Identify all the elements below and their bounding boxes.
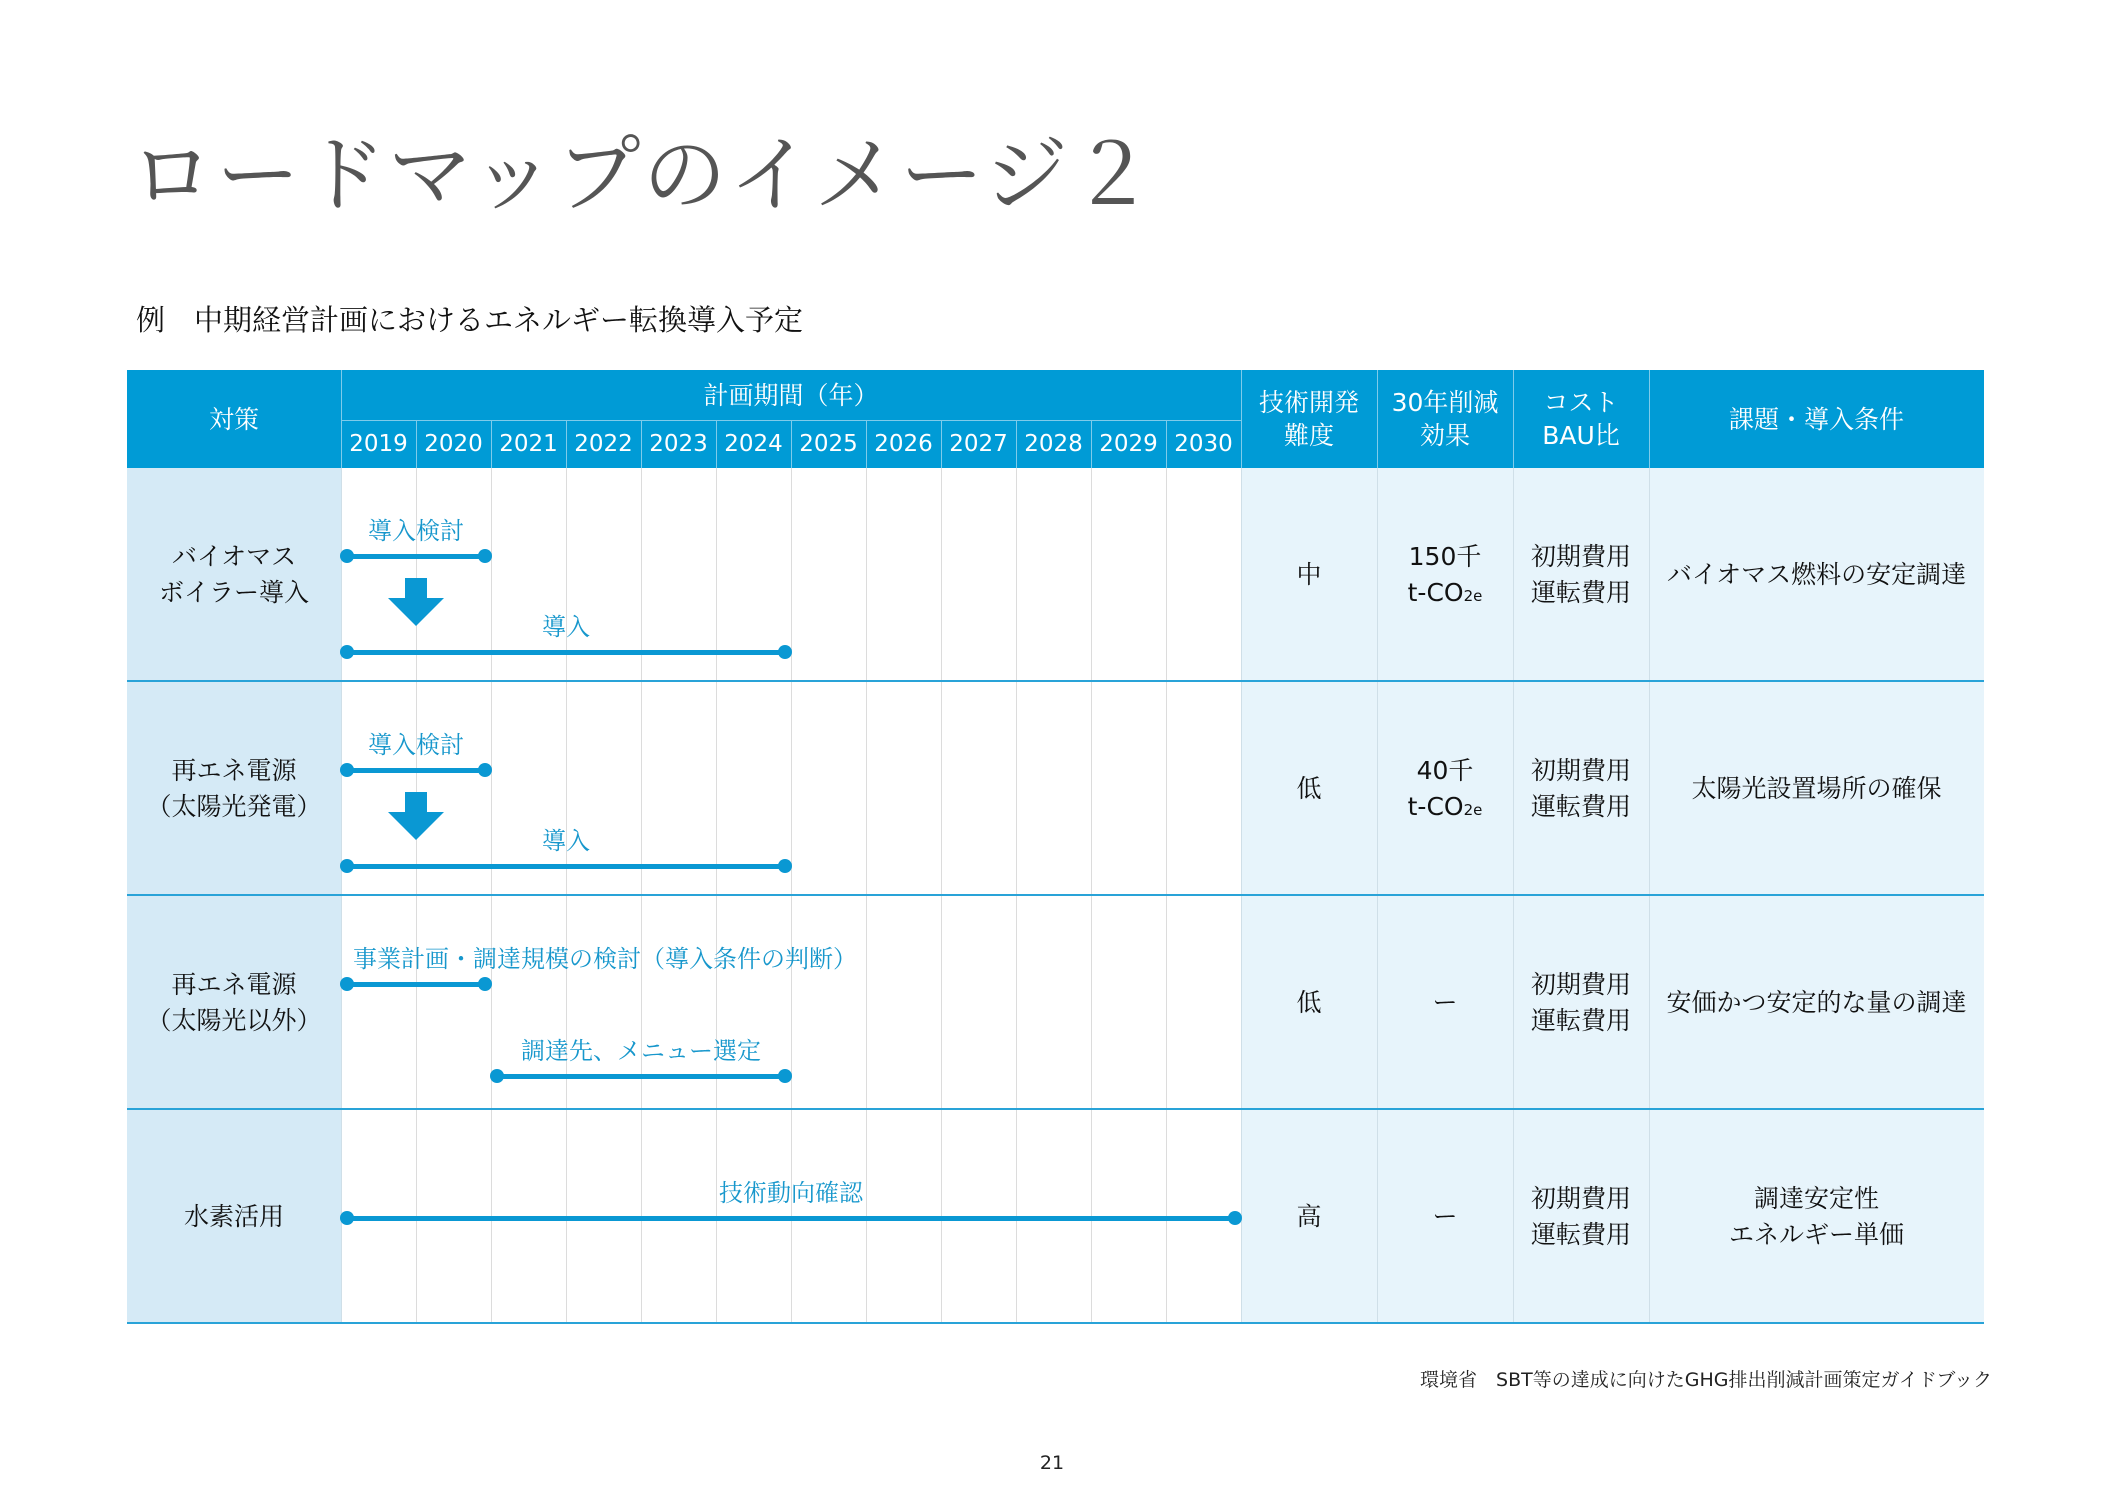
header-divider [716,420,717,468]
header-divider [791,420,792,468]
grid-line [866,682,867,896]
timeline-bar [347,982,485,987]
year-header: 2028 [1024,431,1083,457]
effect-value [1408,539,1483,612]
header-cost: コスト BAU比 [1542,388,1620,450]
grid-line [416,896,417,1110]
timeline-start-dot [340,549,354,563]
row-difficulty: 高 [1296,1201,1322,1231]
effect-main: ー [1432,1201,1458,1231]
header-divider [1649,370,1650,468]
timeline-bar [347,1216,1235,1221]
row-issues: バイオマス燃料の安定調達 [1666,559,1967,589]
row-measure: バイオマス ボイラー導入 [158,541,309,607]
grid-line [1016,468,1017,682]
timeline-start-dot [340,859,354,873]
row-effect [1377,1110,1513,1324]
timeline-end-dot [778,1069,792,1083]
header-divider [866,420,867,468]
grid-line [1016,896,1017,1110]
year-header: 2022 [574,431,633,457]
year-header: 2030 [1174,431,1233,457]
effect-subscript: 2e [1463,587,1483,605]
grid-line [941,682,942,896]
grid-line [941,468,942,682]
timeline-end-dot [778,645,792,659]
header-divider [1377,370,1378,468]
grid-line [1091,468,1092,682]
row-effect [1377,896,1513,1110]
grid-line [1166,896,1167,1110]
page-title: ロードマップのイメージ２ [130,126,1157,224]
header-divider [1091,420,1092,468]
header-divider [1166,420,1167,468]
row-measure: 水素活用 [183,1201,284,1231]
header-divider [1241,370,1242,468]
header-divider [941,420,942,468]
timeline-start-dot [340,763,354,777]
year-header: 2027 [949,431,1008,457]
year-header: 2019 [349,431,408,457]
year-header: 2029 [1099,431,1158,457]
grid-line [1091,682,1092,896]
table-caption: 例 中期経営計画におけるエネルギー転換導入予定 [136,303,804,337]
row-measure: 再エネ電源 （太陽光以外） [146,969,322,1035]
timeline-label: 調達先、メニュー選定 [521,1037,761,1065]
row-difficulty: 低 [1296,773,1322,803]
effect-main: 40千 t-CO [1407,755,1474,821]
year-header: 2024 [724,431,783,457]
timeline-label: 事業計画・調達規模の検討（導入条件の判断） [353,945,857,973]
source-note: 環境省 SBT等の達成に向けたGHG排出削減計画策定ガイドブック [1420,1369,1992,1391]
down-arrow-icon [386,578,446,628]
page-number: 21 [1039,1452,1065,1474]
grid-line [1166,682,1167,896]
column-divider [341,896,342,1110]
effect-subscript: 2e [1463,801,1483,819]
row-cost: 初期費用 運転費用 [1530,755,1631,821]
timeline-label: 導入検討 [368,731,464,759]
year-header: 2025 [799,431,858,457]
row-difficulty: 中 [1296,559,1322,589]
timeline-start-dot [490,1069,504,1083]
timeline-bar [497,1074,785,1079]
row-issues: 太陽光設置場所の確保 [1691,773,1942,803]
header-effect: 30年削減 効果 [1391,388,1499,450]
header-divider [566,420,567,468]
header-divider [1016,420,1017,468]
timeline-bar [347,768,485,773]
grid-line [1016,682,1017,896]
row-cost: 初期費用 運転費用 [1530,969,1631,1035]
timeline-start-dot [340,1211,354,1225]
timeline-bar [347,554,485,559]
row-effect [1377,682,1513,896]
grid-line [941,896,942,1110]
timeline-start-dot [340,977,354,991]
year-header: 2021 [499,431,558,457]
effect-value [1432,1199,1457,1235]
timeline-end-dot [478,977,492,991]
timeline-end-dot [1228,1211,1242,1225]
row-measure: 再エネ電源 （太陽光発電） [146,755,322,821]
header-divider [641,420,642,468]
row-effect [1377,468,1513,682]
effect-main: 150千 t-CO [1407,541,1482,607]
year-header: 2020 [424,431,483,457]
timeline-bar [347,864,785,869]
row-difficulty: 低 [1296,987,1322,1017]
timeline-end-dot [778,859,792,873]
roadmap-table [127,370,1984,1324]
timeline-label: 導入 [542,613,590,641]
timeline-label: 技術動向確認 [719,1179,863,1207]
grid-line [1166,468,1167,682]
header-issues: 課題・導入条件 [1728,404,1904,434]
timeline-label: 導入 [542,827,590,855]
header-period: 計画期間（年） [703,380,879,410]
down-arrow-icon [386,792,446,842]
row-issues: 調達安定性 エネルギー単価 [1728,1183,1904,1249]
header-difficulty: 技術開発 難度 [1258,388,1359,450]
timeline-label: 導入検討 [368,517,464,545]
header-divider [1513,370,1514,468]
timeline-end-dot [478,763,492,777]
row-issues: 安価かつ安定的な量の調達 [1666,987,1967,1017]
grid-line [1091,896,1092,1110]
year-header: 2023 [649,431,708,457]
header-divider [416,420,417,468]
row-cost: 初期費用 運転費用 [1530,541,1631,607]
header-divider [491,420,492,468]
effect-value [1408,753,1483,826]
year-header: 2026 [874,431,933,457]
timeline-start-dot [340,645,354,659]
effect-main: ー [1432,987,1458,1017]
header-measure: 対策 [208,404,259,434]
grid-line [866,468,867,682]
timeline-end-dot [478,549,492,563]
row-cost: 初期費用 運転費用 [1530,1183,1631,1249]
timeline-bar [347,650,785,655]
grid-line [866,896,867,1110]
effect-value [1432,985,1457,1021]
